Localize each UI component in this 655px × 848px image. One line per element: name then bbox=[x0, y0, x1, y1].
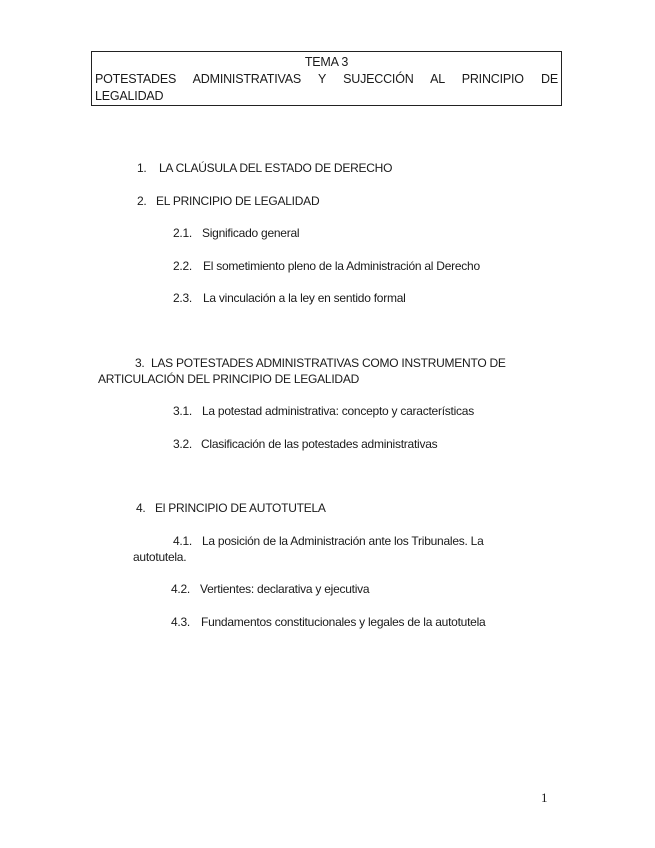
outline-item-1 bbox=[137, 160, 392, 176]
item-text: ARTICULACIÓN DEL PRINCIPIO DE LEGALIDAD bbox=[98, 372, 359, 386]
outline-item-4 bbox=[136, 500, 326, 516]
item-text: El sometimiento pleno de la Administración al Derecho bbox=[203, 259, 480, 273]
outline-item-4-3 bbox=[171, 614, 485, 630]
item-number: 4. bbox=[136, 501, 146, 515]
item-number: 3.1. bbox=[173, 404, 193, 418]
item-text: LAS POTESTADES ADMINISTRATIVAS COMO INSTRUMENTO DE bbox=[151, 356, 506, 370]
item-text: LA CLAÚSULA DEL ESTADO DE DERECHO bbox=[159, 161, 393, 175]
outline-item-2 bbox=[137, 193, 319, 209]
outline-item-2-2 bbox=[173, 258, 480, 274]
item-number: 2.2. bbox=[173, 259, 193, 273]
outline-item-3-2 bbox=[173, 436, 437, 452]
item-text: Clasificación de las potestades administrativas bbox=[201, 437, 438, 451]
item-number: 2.3. bbox=[173, 291, 193, 305]
topic-label: TEMA 3 bbox=[304, 55, 349, 69]
item-text: autotutela. bbox=[133, 550, 187, 564]
item-text: La potestad administrativa: concepto y características bbox=[202, 404, 474, 418]
item-number: 3. bbox=[135, 356, 145, 370]
outline-item-4-1 bbox=[173, 533, 484, 549]
outline-item-2-1 bbox=[173, 225, 299, 241]
item-text: La vinculación a la ley en sentido formal bbox=[203, 291, 406, 305]
item-text: El PRINCIPIO DE AUTOTUTELA bbox=[155, 501, 326, 515]
item-number: 3.2. bbox=[173, 437, 193, 451]
outline-item-2-3 bbox=[173, 290, 406, 306]
outline-item-4-2 bbox=[171, 581, 369, 597]
document-title-continued: LEGALIDAD bbox=[95, 89, 164, 103]
item-text: Significado general bbox=[202, 226, 300, 240]
item-number: 2.1. bbox=[173, 226, 193, 240]
item-text: EL PRINCIPIO DE LEGALIDAD bbox=[156, 194, 320, 208]
item-text: Vertientes: declarativa y ejecutiva bbox=[200, 582, 370, 596]
item-number: 4.2. bbox=[171, 582, 191, 596]
item-number: 1. bbox=[137, 161, 147, 175]
page-number: 1 bbox=[541, 790, 548, 805]
outline-item-3-continued bbox=[98, 371, 359, 387]
document-title: POTESTADES ADMINISTRATIVAS Y SUJECCIÓN AL PRINCIPIO DE bbox=[95, 72, 558, 86]
outline-item-4-1-continued bbox=[133, 549, 186, 565]
item-number: 4.3. bbox=[171, 615, 191, 629]
outline-item-3 bbox=[135, 355, 506, 371]
item-number: 2. bbox=[137, 194, 147, 208]
item-number: 4.1. bbox=[173, 534, 193, 548]
item-text: Fundamentos constitucionales y legales de la autotutela bbox=[201, 615, 486, 629]
title-box bbox=[91, 51, 562, 106]
outline-item-3-1 bbox=[173, 403, 474, 419]
item-text: La posición de la Administración ante los Tribunales. La bbox=[202, 534, 484, 548]
